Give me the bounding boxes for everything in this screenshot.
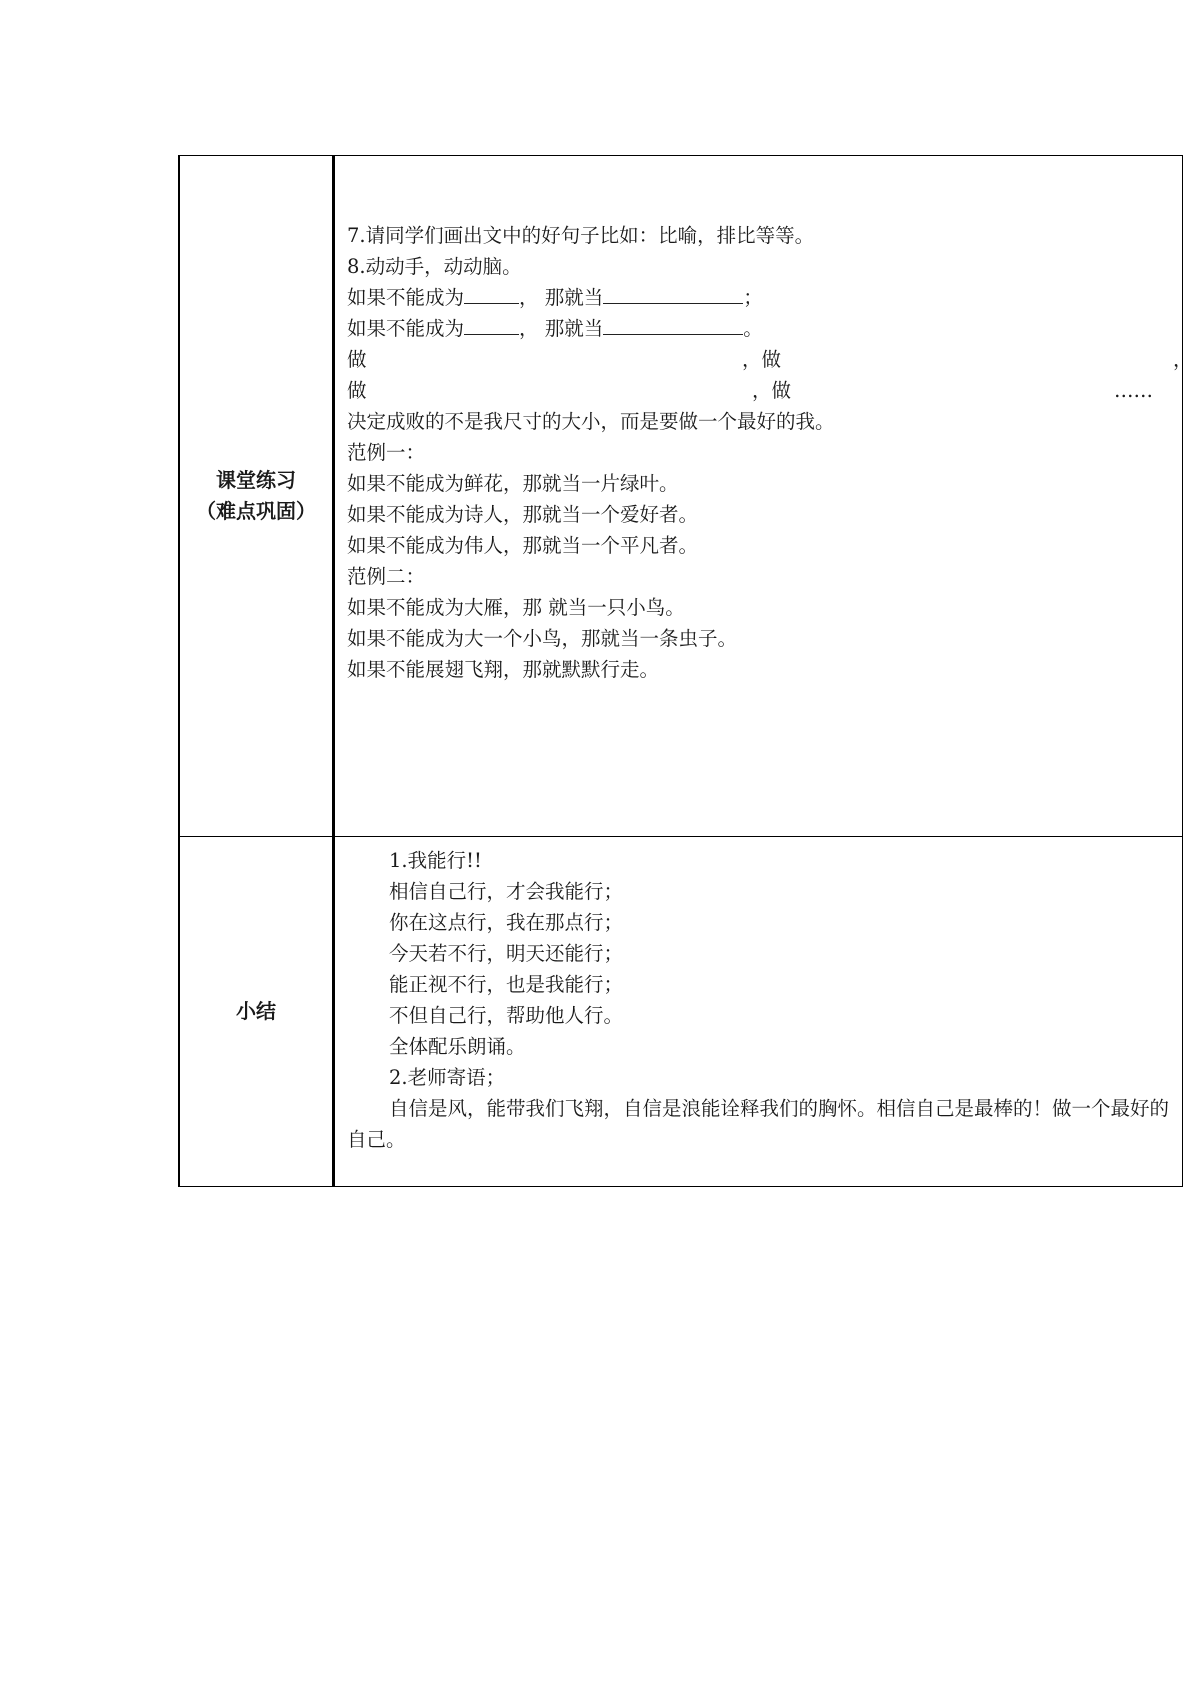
fill2-middle: ， 那就当 (519, 317, 604, 340)
fill1-prefix: 如果不能成为 (347, 286, 465, 309)
do2-end: …… (1114, 379, 1153, 402)
question-8: 8.动动手，动动脑。 (347, 255, 522, 278)
blank-field[interactable] (464, 314, 519, 335)
question-7: 7.请同学们画出文中的好句子比如：比喻，排比等等。 (347, 224, 815, 247)
do-line-1 (347, 344, 1193, 375)
teacher-message: 自信是风，能带我们飞翔，自信是浪能诠释我们的胸怀。相信自己是最棒的！做一个最好的 (389, 1097, 1170, 1120)
example1-title: 范例一： (347, 441, 426, 464)
summary-row (179, 837, 1183, 1187)
practice-sublabel: （难点巩固） (196, 499, 316, 523)
do1-start: 做 (347, 348, 367, 371)
example2-line: 如果不能成为大雁，那 就当一只小鸟。 (347, 596, 685, 619)
summary-line: 全体配乐朗诵。 (389, 1035, 526, 1058)
blank-field[interactable] (464, 283, 519, 304)
summary-content-cell (334, 837, 1183, 1187)
example2-line: 如果不能成为大一个小鸟，那就当一条虫子。 (347, 627, 738, 650)
do2-middle: ，做 (752, 379, 792, 402)
summary-line: 1.我能行!! (389, 849, 482, 872)
summary-line: 不但自己行，帮助他人行。 (389, 1004, 624, 1027)
fill-in-line-2 (347, 313, 1182, 344)
example2-line: 如果不能展翅飞翔，那就默默行走。 (347, 658, 660, 681)
summary-line: 相信自己行，才会我能行； (389, 880, 624, 903)
practice-content-cell (334, 156, 1193, 837)
summary-label-cell (179, 837, 334, 1187)
do1-end: ， (1173, 348, 1193, 371)
lesson-plan-table (178, 155, 1193, 1187)
blank-field[interactable] (603, 314, 743, 335)
summary-line: 能正视不行，也是我能行； (389, 973, 624, 996)
example1-line: 如果不能成为鲜花，那就当一片绿叶。 (347, 472, 679, 495)
summary-line: 今天若不行，明天还能行； (389, 942, 624, 965)
fill2-end: 。 (743, 317, 763, 340)
example1-line: 如果不能成为诗人，那就当一个爱好者。 (347, 503, 699, 526)
summary-line: 你在这点行，我在那点行； (389, 911, 624, 934)
summary-line: 2.老师寄语； (389, 1066, 506, 1089)
example1-line: 如果不能成为伟人，那就当一个平凡者。 (347, 534, 699, 557)
practice-label-cell (179, 156, 334, 837)
fill-in-line-1 (347, 282, 1182, 313)
fill2-prefix: 如果不能成为 (347, 317, 465, 340)
do1-middle: ，做 (742, 348, 782, 371)
fill1-end: ； (743, 286, 763, 309)
fill1-middle: ， 那就当 (519, 286, 604, 309)
practice-row (179, 156, 1183, 837)
do-line-2 (347, 375, 1182, 406)
example2-title: 范例二： (347, 565, 426, 588)
blank-field[interactable] (603, 283, 743, 304)
practice-label: 课堂练习 (216, 468, 296, 492)
do2-start: 做 (347, 379, 367, 402)
conclusion-line: 决定成败的不是我尺寸的大小，而是要做一个最好的我。 (347, 410, 835, 433)
teacher-message-end: 自己。 (347, 1128, 406, 1151)
summary-label: 小结 (236, 999, 276, 1023)
